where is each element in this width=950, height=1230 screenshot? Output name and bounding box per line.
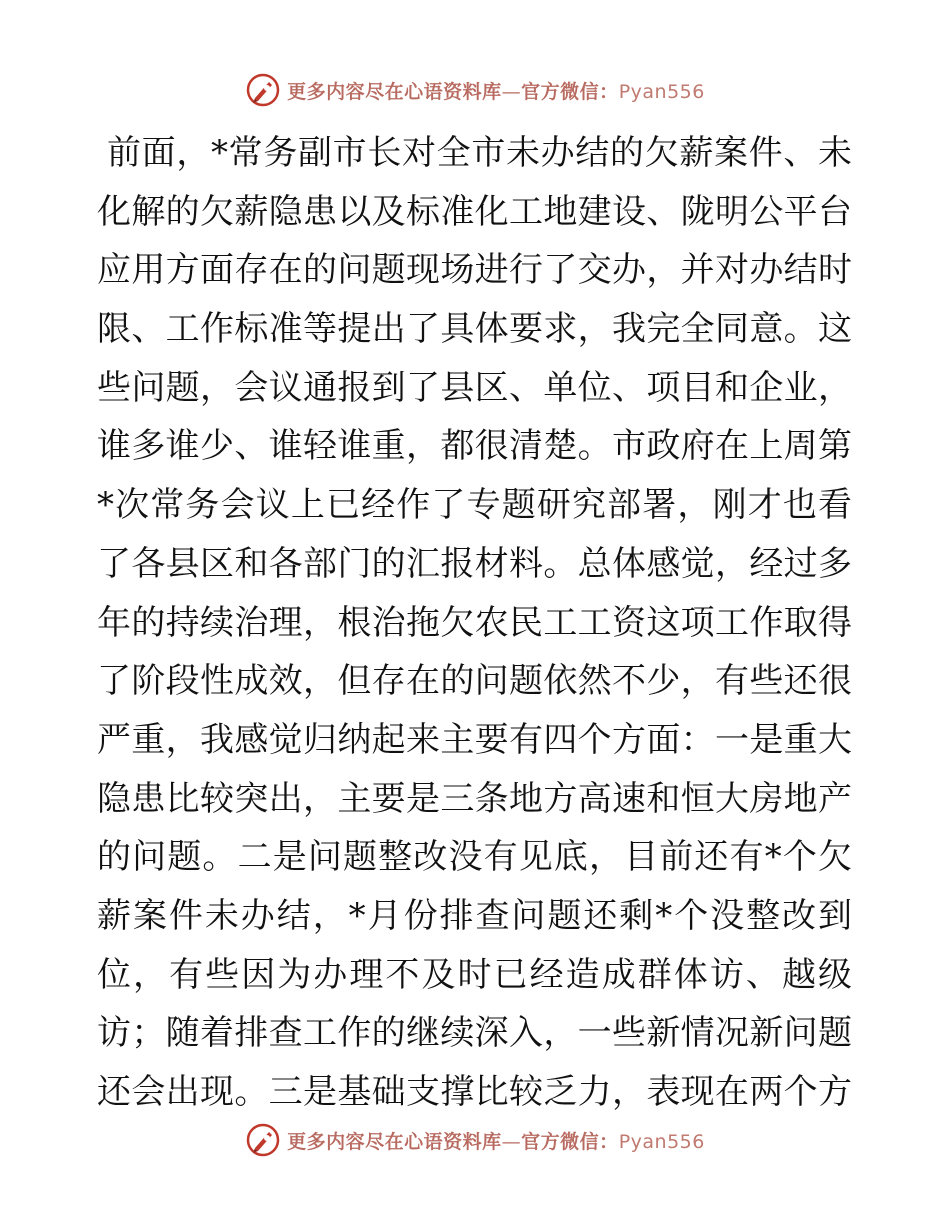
- footer-watermark: [0, 1120, 950, 1160]
- header-watermark: [0, 70, 950, 110]
- text-line: 位，有些因为办理不及时已经造成群体访、越级: [97, 954, 852, 995]
- text-line: 访；随着排查工作的继续深入，一些新情况新问题: [97, 1013, 852, 1054]
- text-line: 前面，*常务副市长对全市未办结的欠薪案件、未: [107, 133, 852, 173]
- text-line: 还会出现。三是基础支撑比较乏力，表现在两个方: [97, 1072, 852, 1112]
- pen-logo-icon: [245, 1122, 281, 1158]
- text-line: 限、工作标准等提出了具体要求，我完全同意。这: [97, 309, 852, 350]
- text-line: 化解的欠薪隐患以及标准化工地建设、陇明公平台: [97, 191, 852, 232]
- text-line: 严重，我感觉归纳起来主要有四个方面：一是重大: [97, 719, 852, 760]
- text-line: 些问题，会议通报到了县区、单位、项目和企业，: [97, 367, 852, 408]
- document-body: [97, 124, 852, 1122]
- watermark-text: 更多内容尽在心语资料库—官方微信：Pyan556: [287, 80, 705, 103]
- text-line: 了各县区和各部门的汇报材料。总体感觉，经过多: [97, 543, 852, 584]
- text-line: 的问题。二是问题整改没有见底，目前还有*个欠: [97, 837, 852, 878]
- pen-logo-icon: [245, 72, 281, 108]
- text-line: *次常务会议上已经作了专题研究部署，刚才也看: [97, 485, 852, 526]
- watermark-text: 更多内容尽在心语资料库—官方微信：Pyan556: [287, 1130, 705, 1153]
- text-line: 隐患比较突出，主要是三条地方高速和恒大房地产: [97, 778, 852, 819]
- text-line: 了阶段性成效，但存在的问题依然不少，有些还很: [97, 661, 852, 702]
- text-line: 年的持续治理，根治拖欠农民工工资这项工作取得: [97, 602, 852, 643]
- text-line: 薪案件未办结，*月份排查问题还剩*个没整改到: [97, 895, 852, 936]
- text-line: 谁多谁少、谁轻谁重，都很清楚。市政府在上周第: [97, 426, 852, 467]
- text-line: 应用方面存在的问题现场进行了交办，并对办结时: [97, 250, 852, 291]
